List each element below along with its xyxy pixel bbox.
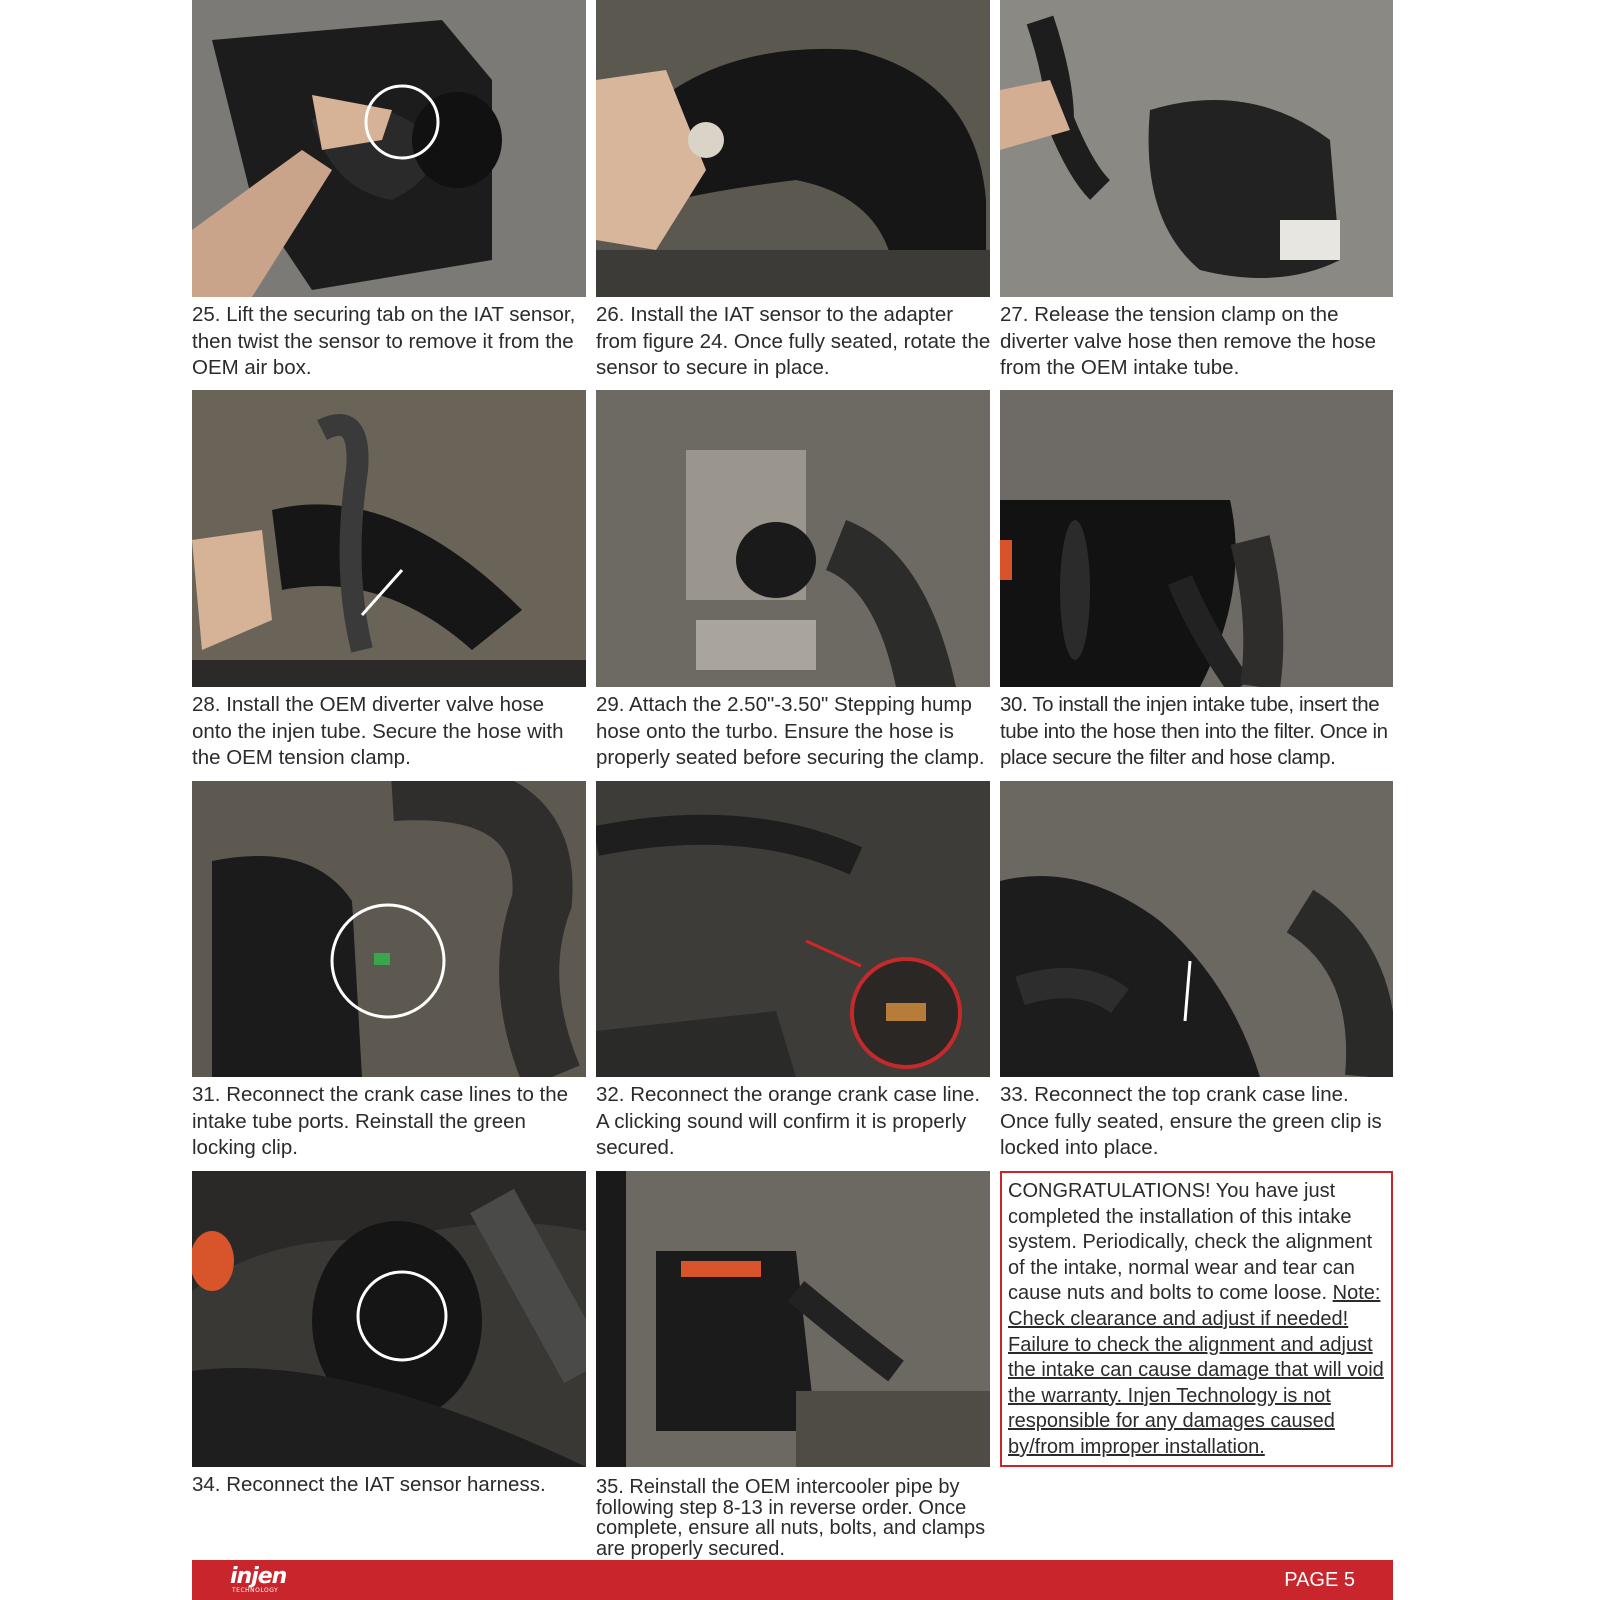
warranty-note: Note: Check clearance and adjust if needed! Failure to check the alignment and adjust the intake can cause damage that will void the warranty. Injen Technology is not responsible for any damages caused by/from improper installation.	[1008, 1282, 1384, 1458]
step-29-caption: 29. Attach the 2.50"-3.50" Stepping hump hose onto the turbo. Ensure the hose is properly seated before securing the clamp.	[596, 693, 985, 769]
step-34-caption: 34. Reconnect the IAT sensor harness.	[192, 1473, 546, 1496]
step-29-photo	[596, 390, 990, 687]
step-25-photo	[192, 0, 586, 297]
step-26-caption: 26. Install the IAT sensor to the adapter from figure 24. Once fully seated, rotate the sensor to secure in place.	[596, 303, 991, 379]
step-28-caption: 28. Install the OEM diverter valve hose onto the injen tube. Secure the hose with the OEM tension clamp.	[192, 693, 564, 769]
step-31-caption: 31. Reconnect the crank case lines to the intake tube ports. Reinstall the green locking clip.	[192, 1083, 569, 1159]
congrats-text: CONGRATULATIONS! You have just completed the installation of this intake system. Periodically, check the alignment of the intake, normal wear and tear can cause nuts and bolts to come loose.	[1008, 1180, 1373, 1305]
step-32-photo	[596, 781, 990, 1077]
injen-logo-subtitle: TECHNOLOGY	[232, 1587, 279, 1594]
page-footer	[192, 1560, 1393, 1600]
step-30-photo	[1000, 390, 1393, 687]
congratulations-box	[1000, 1171, 1393, 1467]
step-32-caption: 32. Reconnect the orange crank case line. A clicking sound will confirm it is properly secured.	[596, 1083, 981, 1159]
step-34-photo	[192, 1171, 586, 1467]
step-35-photo	[596, 1171, 990, 1467]
page-number: PAGE 5	[1284, 1569, 1355, 1591]
step-30-caption: 30. To install the injen intake tube, insert the tube into the hose then into the filter. Once in place secure the filter and hose clamp.	[1000, 693, 1388, 769]
step-25-caption: 25. Lift the securing tab on the IAT sensor, then twist the sensor to remove it from the OEM air box.	[192, 303, 576, 379]
step-26-photo	[596, 0, 990, 297]
injen-logo: injen	[230, 1564, 287, 1589]
step-35-caption: 35. Reinstall the OEM intercooler pipe by following step 8-13 in reverse order. Once complete, ensure all nuts, bolts, and clamps are properly secured.	[596, 1476, 986, 1560]
step-27-caption: 27. Release the tension clamp on the diverter valve hose then remove the hose from the OEM intake tube.	[1000, 303, 1377, 379]
step-27-photo	[1000, 0, 1393, 297]
step-31-photo	[192, 781, 586, 1077]
step-33-photo	[1000, 781, 1393, 1077]
step-33-caption: 33. Reconnect the top crank case line. Once fully seated, ensure the green clip is locked into place.	[1000, 1083, 1382, 1159]
step-28-photo	[192, 390, 586, 687]
